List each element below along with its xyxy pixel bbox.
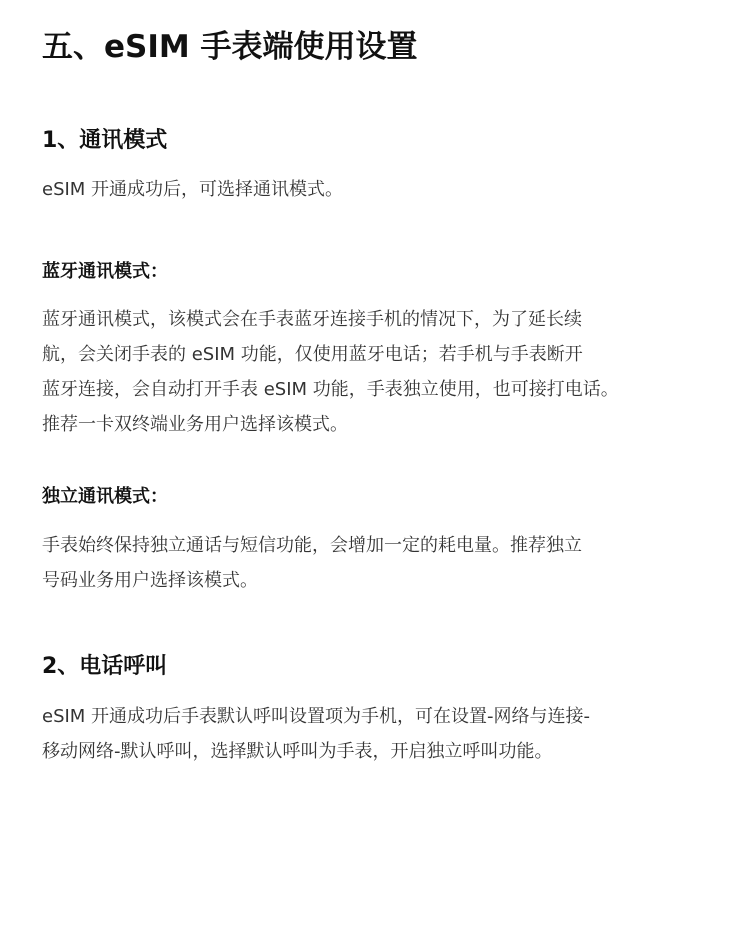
phone-call-line: eSIM 开通成功后手表默认呼叫设置项为手机，可在设置-网络与连接-: [42, 706, 591, 727]
section-heading-phone-call: 2、电话呼叫: [42, 654, 168, 679]
bluetooth-mode-line: 推荐一卡双终端业务用户选择该模式。: [42, 414, 348, 435]
bluetooth-mode-line: 航，会关闭手表的 eSIM 功能，仅使用蓝牙电话；若手机与手表断开: [42, 344, 583, 365]
section-heading-communication-mode: 1、通讯模式: [42, 128, 168, 153]
bluetooth-mode-line: 蓝牙通讯模式，该模式会在手表蓝牙连接手机的情况下，为了延长续: [42, 309, 582, 330]
bluetooth-mode-heading: 蓝牙通讯模式：: [42, 261, 168, 282]
phone-call-line: 移动网络-默认呼叫，选择默认呼叫为手表，开启独立呼叫功能。: [42, 741, 553, 762]
bluetooth-mode-line: 蓝牙连接，会自动打开手表 eSIM 功能，手表独立使用，也可接打电话。: [42, 379, 619, 400]
section-intro-text: eSIM 开通成功后，可选择通讯模式。: [42, 179, 344, 200]
standalone-mode-heading: 独立通讯模式：: [42, 486, 168, 507]
page-title: 五、eSIM 手表端使用设置: [42, 29, 418, 65]
standalone-mode-line: 手表始终保持独立通话与短信功能，会增加一定的耗电量。推荐独立: [42, 535, 582, 556]
standalone-mode-line: 号码业务用户选择该模式。: [42, 570, 258, 591]
